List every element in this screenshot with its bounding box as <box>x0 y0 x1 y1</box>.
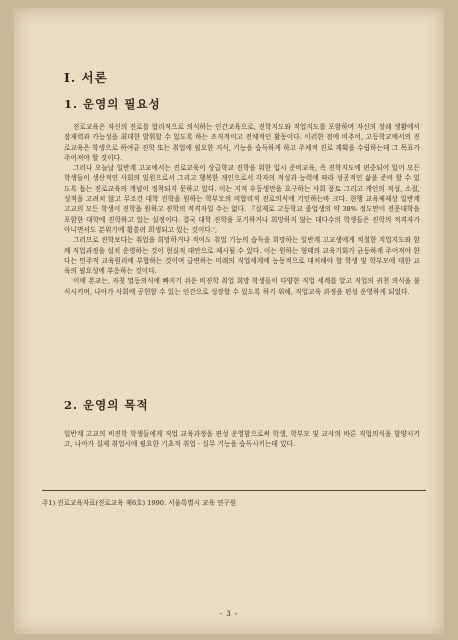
footnote: 주1) 진로교육자료(진로교육 제6호) 1990. 서울특별시 교육 연구원 <box>42 499 237 507</box>
document-page <box>14 8 444 634</box>
subsection-body-purpose <box>64 429 420 450</box>
section-heading: I. 서론 <box>64 70 108 85</box>
paragraph: 그러므로 진학보다는 취업을 희망하거나 적어도 취업 기능의 습득을 희망하는 일반계 고교생에게 적절한 직업지도와 함께 직업과정을 설치 운영하는 것이 현실적 대안으로 제시될 수 있다. 이는 원하는 형태의 교육기회가 균등하게 주어져야 한다는 민주적 교육원리에 부합하는 것이며 급변하는 미래의 직업세계에 능동적으로 대처해야 할 학생 및 학부모에 대한 교육의 필요성에 부응하는 것이다. <box>64 236 420 276</box>
subsection-heading-purpose: 2. 운영의 목적 <box>64 398 149 412</box>
paragraph: 이에 본교는, 자칫 열등의식에 빠지기 쉬운 비진학 취업 희망 학생들이 다양한 직업 세계를 알고 직업의 귀천 의식을 불식시키며, 나아가 사회에 공헌할 수 있는 인간으로 성장할 수 있도록 하기 위해, 직업교육 과정을 편성 운영하게 되었다. <box>64 277 420 296</box>
subsection-heading-need: 1. 운영의 필요성 <box>64 97 161 111</box>
paragraph: 일반계 고교의 비진학 학생들에게 직업 교육과정을 편성 운영함으로써 학생, 학부모 및 교사의 바른 직업의식을 함양시키고, 나아가 실제 취업시에 필요한 기초적 취업 · 실무 기능을 습득시키는데 있다. <box>64 430 420 449</box>
paragraph: 진로교육은 자신의 진로를 합리적으로 의식하는 인간교육으로, 진학지도와 직업지도를 포함하며 자신의 장래 생활에서 잠재력과 가능성을 최대한 발휘할 수 있도록 하는 조직적이고 전체적인 활동이다. 이러한 점에 비추어, 고등학교에서의 진로교육은 학생으로 하여금 진학 또는 취업에 필요한 지식, 기능을 습득하게 하고 주체적 진로 계획을 수립하는데 그 목표가 주어져야 할 것이다. <box>64 123 420 162</box>
paragraph: 그러나 오늘날 일반계 고교에서는 진로교육이 상급학교 진학을 위한 입시 준비교육, 즉 진학지도에 편중되어 있어 모든 학생들이 생산적인 사회의 일원으로서 그리고 행복한 개인으로서 각자의 적성과 능력에 따라 성공적인 삶을 준비 할 수 있도록 돕는 진로교육의 개념이 정착되지 못하고 있다. 이는 지적 우등생만을 요구하는 사회 풍토 그리고 개인의 적성, 소질, 성적을 고려치 않고 무조건 대학 진학을 원하는 학부모의 비합리적 진로의식에 기인하는바 크다. 현행 교육체제상 일반계 고교의 모든 학생이 진학을 원하고 진학의 적격자일 수는 없다. 『실제로 고등학교 졸업생의 약 38% 정도만이 전문대학을 포함한 대학에 진학하고 있는 실정이다. 결국 대학 진학을 포기하거나 희망하지 않는 대다수의 학생들은 진학의 적격자가 아니면서도 분위기에 휩쓸려 희생되고 있는 것이다.', <box>64 164 420 234</box>
page-number: - 3 - <box>219 610 239 618</box>
footnote-divider <box>42 490 426 491</box>
subsection-body-need <box>64 122 420 297</box>
